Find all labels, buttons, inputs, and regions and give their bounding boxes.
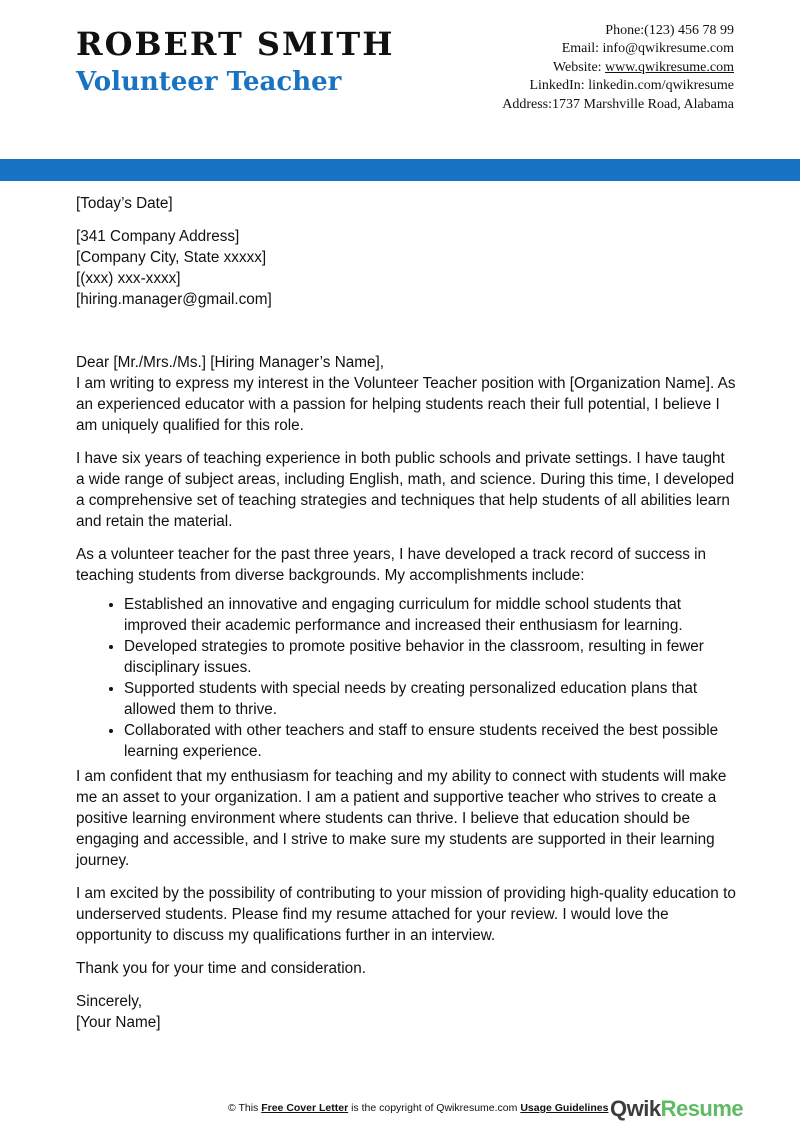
contact-block (404, 22, 734, 114)
contact-phone: Phone:(123) 456 78 99 (605, 23, 734, 38)
letter-body (76, 193, 736, 1033)
copyright-middle: is the copyright of Qwikresume.com (348, 1102, 521, 1114)
job-title: Volunteer Teacher (76, 67, 342, 97)
signature: [Your Name] (76, 1014, 161, 1031)
address-line: [(xxx) xxx-xxxx] (76, 270, 181, 287)
copyright-prefix: © This (228, 1102, 262, 1114)
website-link[interactable]: www.qwikresume.com (605, 59, 734, 75)
copyright-notice (228, 1102, 608, 1114)
website-label: Website: (552, 59, 606, 75)
paragraph: I am confident that my enthusiasm for teaching and my ability to connect with students will make me an asset to your organization. I am a patient and supportive teacher who strives to create a positive learning environment where students can thrive. I believe that education should be engaging and accessible, and I strive to make sure my students are supported in their learning journey. (76, 768, 727, 869)
resume-header (0, 0, 800, 160)
paragraph: I am excited by the possibility of contributing to your mission of providing high-quality education to underserved students. Please find my resume attached for your review. I would love the opportunity to discuss my qualifications further in an interview. (76, 885, 736, 944)
paragraph: I have six years of teaching experience in both public schools and private settings. I have taught a wide range of subject areas, including English, math, and science. During this time, I developed a comprehensive set of teaching strategies and techniques that help students of all abilities learn and retain the material. (76, 450, 735, 530)
paragraph: As a volunteer teacher for the past three years, I have developed a track record of success in teaching students from diverse backgrounds. My accomplishments include: (76, 546, 707, 584)
sign-off: Sincerely, (76, 993, 143, 1010)
accomplishments-list (76, 594, 736, 762)
address-line: [341 Company Address] (76, 228, 240, 245)
paragraph: Thank you for your time and consideration. (76, 960, 366, 977)
list-item: • Developed strategies to promote positive behavior in the classroom, resulting in fewer disciplinary issues. (124, 636, 736, 678)
usage-guidelines-link[interactable]: Usage Guidelines (520, 1102, 609, 1114)
contact-email: Email: info@qwikresume.com (561, 41, 734, 57)
list-item: • Collaborated with other teachers and staff to ensure students received the best possible learning experience. (124, 720, 736, 762)
recipient-address (76, 226, 736, 310)
address-line: [hiring.manager@gmail.com] (76, 291, 272, 308)
contact-address: Address:1737 Marshville Road, Alabama (502, 96, 734, 112)
header-accent-bar (0, 159, 800, 181)
list-item: • Established an innovative and engaging curriculum for middle school students that improved their academic performance and increased their enthusiasm for learning. (124, 594, 736, 636)
address-line: [Company City, State xxxxx] (76, 249, 267, 266)
footer (0, 1098, 800, 1122)
logo-accent-part: Resume (660, 1096, 744, 1121)
contact-linkedin: LinkedIn: linkedin.com/qwikresume (529, 78, 734, 94)
paragraph: I am writing to express my interest in the Volunteer Teacher position with [Organization Name]. As an experienced educator with a passion for helping students reach their full potential, I believe I am uniquely qualified for this role. (76, 375, 736, 434)
free-cover-letter-link[interactable]: Free Cover Letter (261, 1102, 349, 1114)
list-item: • Supported students with special needs by creating personalized education plans that allowed them to thrive. (124, 678, 736, 720)
letter-date: [Today’s Date] (76, 195, 173, 212)
greeting: Dear [Mr./Mrs./Ms.] [Hiring Manager’s Name], (76, 354, 384, 371)
qwikresume-logo (610, 1096, 743, 1122)
contact-website (404, 59, 734, 77)
logo-dark-part: Qwik (610, 1096, 661, 1121)
applicant-name: ROBERT SMITH (76, 25, 395, 63)
